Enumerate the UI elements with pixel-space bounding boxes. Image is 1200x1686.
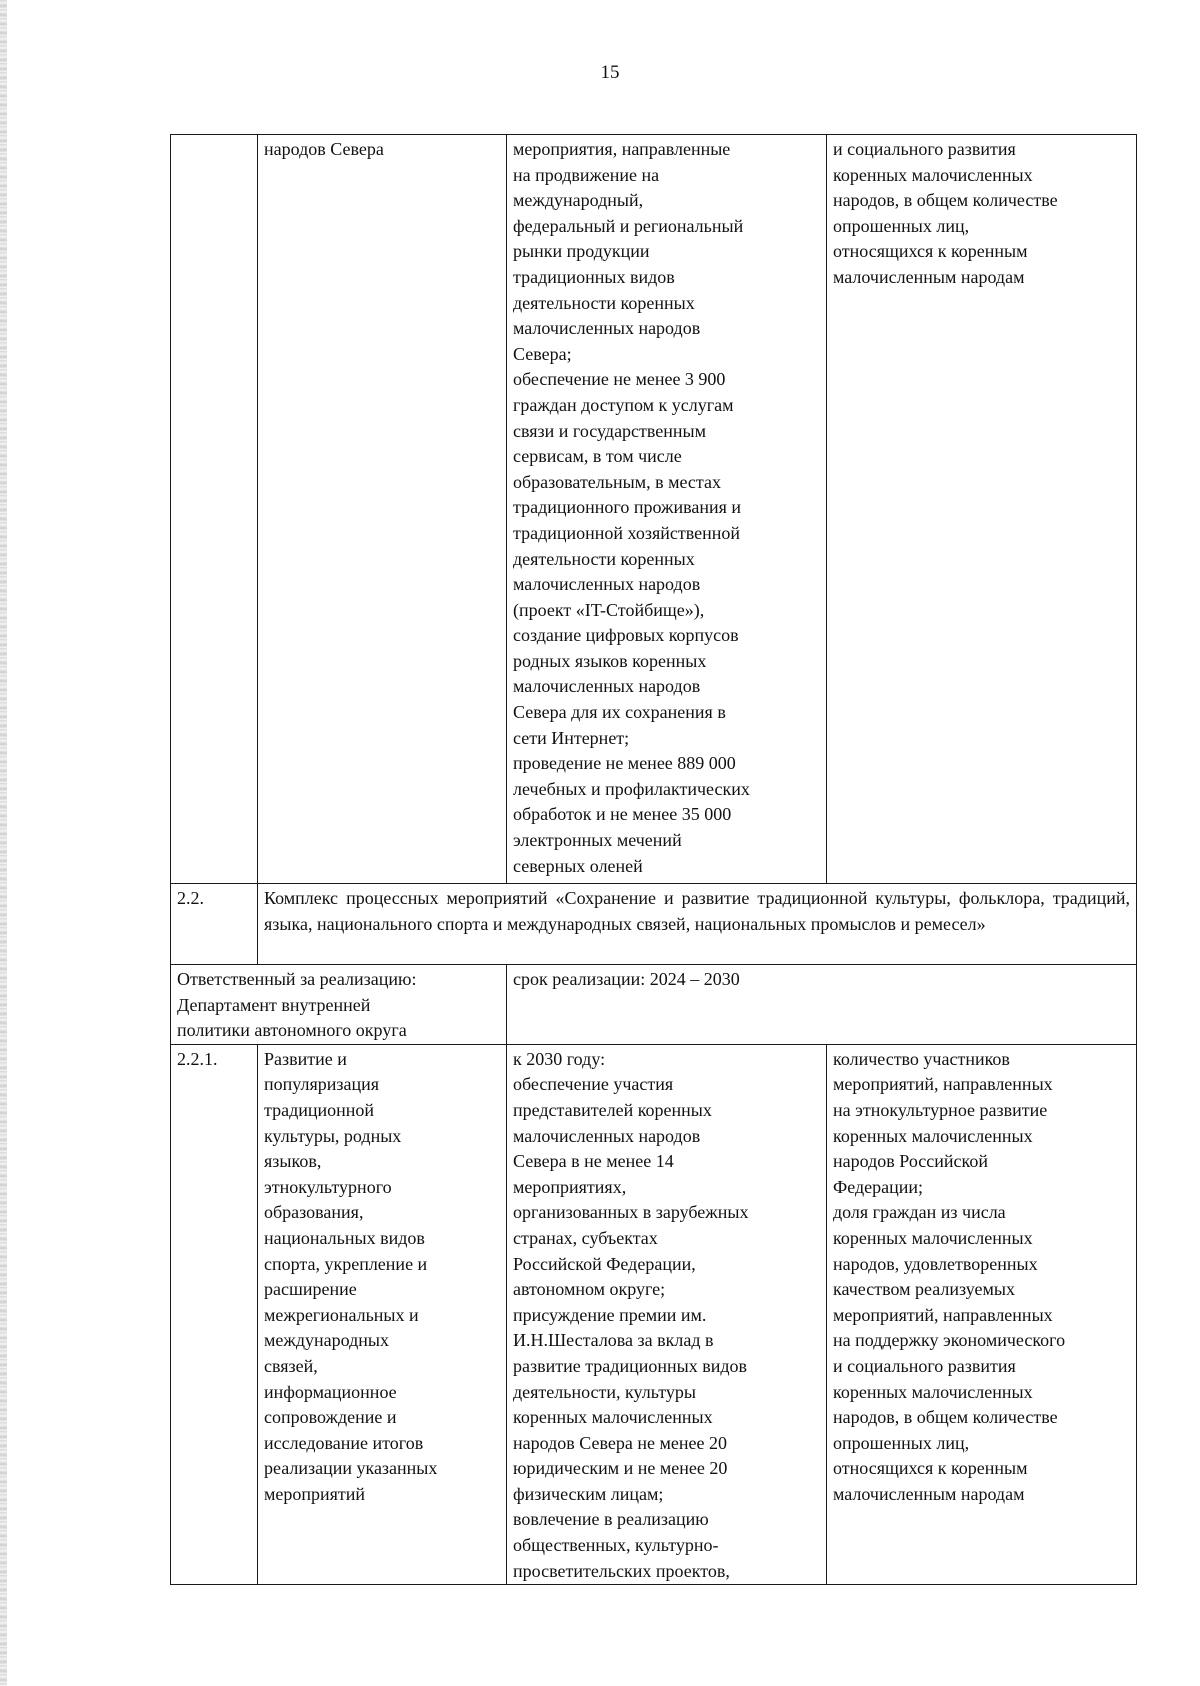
scan-edge-artifact: [0, 0, 7, 1686]
cell-task-name: Развитие и популяризация традиционной культуры, родных языков, этнокультурного образования, национальных видов спорта, укрепление и расширение межрегиональных и международных связей, информационное сопровождение и исследование итогов реализации указанных мероприятий: [258, 1044, 507, 1584]
table-row-responsible: [171, 965, 1137, 1045]
measures-table: [170, 134, 1137, 1585]
cell-number: 2.2.1.: [171, 1044, 258, 1584]
page-number: 15: [600, 62, 620, 83]
cell-indicator: и социального развития коренных малочисленных народов, в общем количестве опрошенных лиц, относящихся к коренным малочисленным народам: [827, 135, 1137, 884]
section-number: 2.2.: [171, 884, 258, 965]
cell-task-name: народов Севера: [258, 135, 507, 884]
table-row-section-2-2: [171, 884, 1137, 965]
cell-expected-results: мероприятия, направленные на продвижение на международный, федеральный и региональный рынки продукции традиционных видов деятельности коренных малочисленных народов Севера; обеспечение не менее 3 900 граждан доступом к услугам связи и государственным сервисам, в том числе образовательным, в местах традиционного проживания и традиционной хозяйственной деятельности коренных малочисленных народов (проект «IT-Стойбище»), создание цифровых корпусов родных языков коренных малочисленных народов Севера для их сохранения в сети Интернет; проведение не менее 889 000 лечебных и профилактических обработок и не менее 35 000 электронных мечений северных оленей: [507, 135, 827, 884]
cell-expected-results: к 2030 году: обеспечение участия представителей коренных малочисленных народов Севера в не менее 14 мероприятиях, организованных в зарубежных странах, субъектах Российской Федерации, автономном округе; присуждение премии им. И.Н.Шесталова за вклад в развитие традиционных видов деятельности, культуры коренных малочисленных народов Севера не менее 20 юридическим и не менее 20 физическим лицам; вовлечение в реализацию общественных, культурно- просветительских проектов,: [507, 1044, 827, 1584]
implementation-term: срок реализации: 2024 – 2030: [507, 965, 1137, 1045]
responsible-label: Ответственный за реализацию: Департамент внутренней политики автономного округа: [171, 965, 507, 1045]
table-row-continuation: [171, 135, 1137, 884]
table-row-2-2-1: [171, 1044, 1137, 1584]
cell-number: [171, 135, 258, 884]
cell-indicator: количество участников мероприятий, направленных на этнокультурное развитие коренных малочисленных народов Российской Федерации; доля граждан из числа коренных малочисленных народов, удовлетворенных качеством реализуемых мероприятий, направленных на поддержку экономического и социального развития коренных малочисленных народов, в общем количестве опрошенных лиц, относящихся к коренным малочисленным народам: [827, 1044, 1137, 1584]
section-title: Комплекс процессных мероприятий «Сохранение и развитие традиционной культуры, фольклора, традиций, языка, национального спорта и международных связей, национальных промыслов и ремесел»: [258, 884, 1137, 965]
